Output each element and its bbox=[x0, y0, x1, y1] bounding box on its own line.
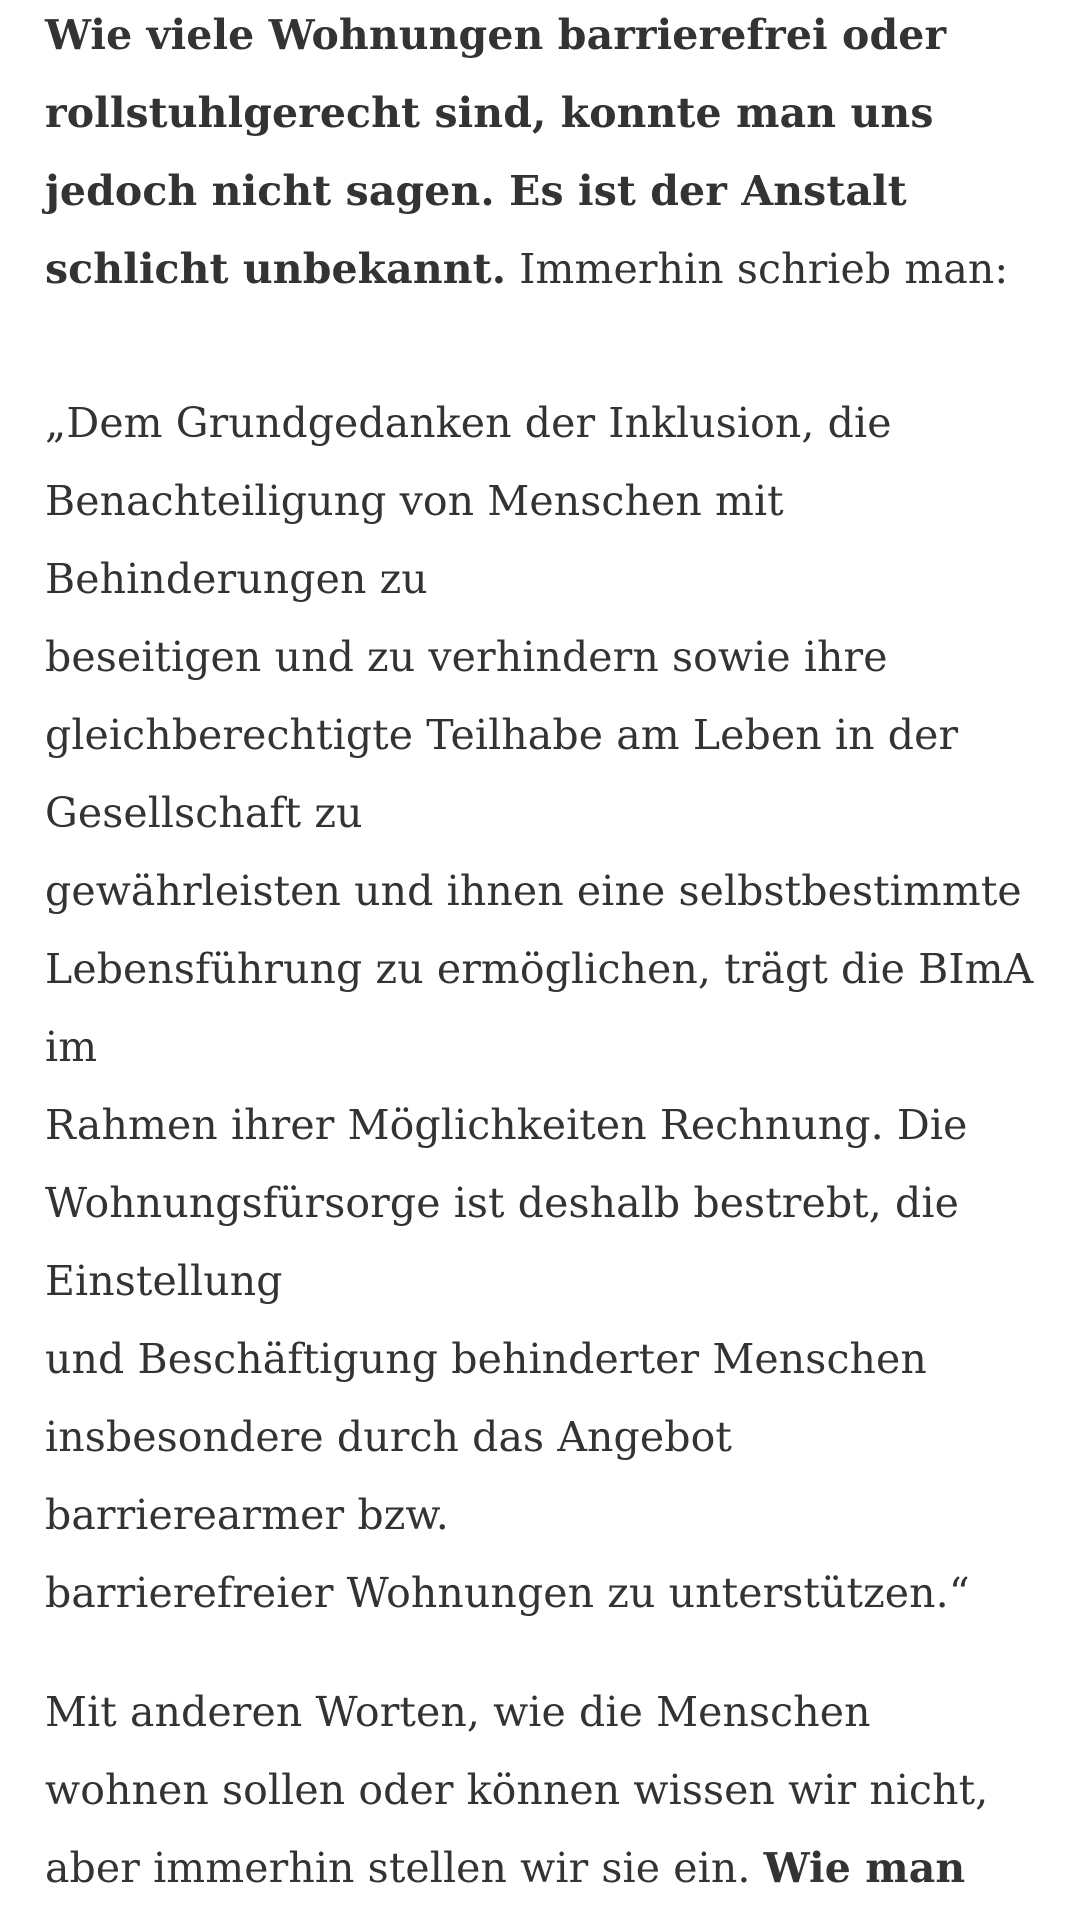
quote-line: gleichberechtigte Teilhabe am Leben in der bbox=[45, 711, 959, 759]
outro-bold-fragment: Wie man bbox=[763, 1844, 966, 1892]
intro-bold-line: Wie viele Wohnungen barrierefrei oder bbox=[45, 11, 947, 59]
intro-bold-line: rollstuhlgerecht sind, konnte man uns bbox=[45, 89, 934, 137]
intro-last-line bbox=[45, 230, 1008, 308]
quote-line: Benachteiligung von Menschen mit bbox=[45, 477, 784, 525]
quote-line: Behinderungen zu bbox=[45, 555, 428, 603]
quote-line: Einstellung bbox=[45, 1257, 283, 1305]
intro-bold-fragment: schlicht unbekannt. bbox=[45, 245, 507, 293]
quote-block bbox=[45, 384, 1033, 1632]
quote-line: barrierefreier Wohnungen zu unterstützen.“ bbox=[45, 1569, 970, 1617]
quote-line: und Beschäftigung behinderter Menschen bbox=[45, 1335, 927, 1383]
intro-paragraph bbox=[45, 0, 1008, 308]
quote-line: barrierearmer bzw. bbox=[45, 1491, 449, 1539]
quote-line: Wohnungsfürsorge ist deshalb bestrebt, die bbox=[45, 1179, 959, 1227]
quote-line: insbesondere durch das Angebot bbox=[45, 1413, 732, 1461]
outro-line: wohnen sollen oder können wissen wir nicht, bbox=[45, 1766, 989, 1814]
outro-regular-fragment: aber immerhin stellen wir sie ein. bbox=[45, 1844, 764, 1892]
outro-last-line bbox=[45, 1829, 988, 1907]
quote-line: Gesellschaft zu bbox=[45, 789, 363, 837]
quote-line: beseitigen und zu verhindern sowie ihre bbox=[45, 633, 888, 681]
intro-bold-line: jedoch nicht sagen. Es ist der Anstalt bbox=[45, 167, 907, 215]
quote-line: „Dem Grundgedanken der Inklusion, die bbox=[45, 399, 892, 447]
quote-line: im bbox=[45, 1023, 98, 1071]
intro-tail-text: Immerhin schrieb man: bbox=[506, 245, 1009, 293]
quote-line: Rahmen ihrer Möglichkeiten Rechnung. Die bbox=[45, 1101, 968, 1149]
outro-paragraph bbox=[45, 1673, 988, 1907]
quote-line: Lebensführung zu ermöglichen, trägt die BImA bbox=[45, 945, 1034, 993]
outro-line: Mit anderen Worten, wie die Menschen bbox=[45, 1688, 871, 1736]
quote-line: gewährleisten und ihnen eine selbstbestimmte bbox=[45, 867, 1022, 915]
